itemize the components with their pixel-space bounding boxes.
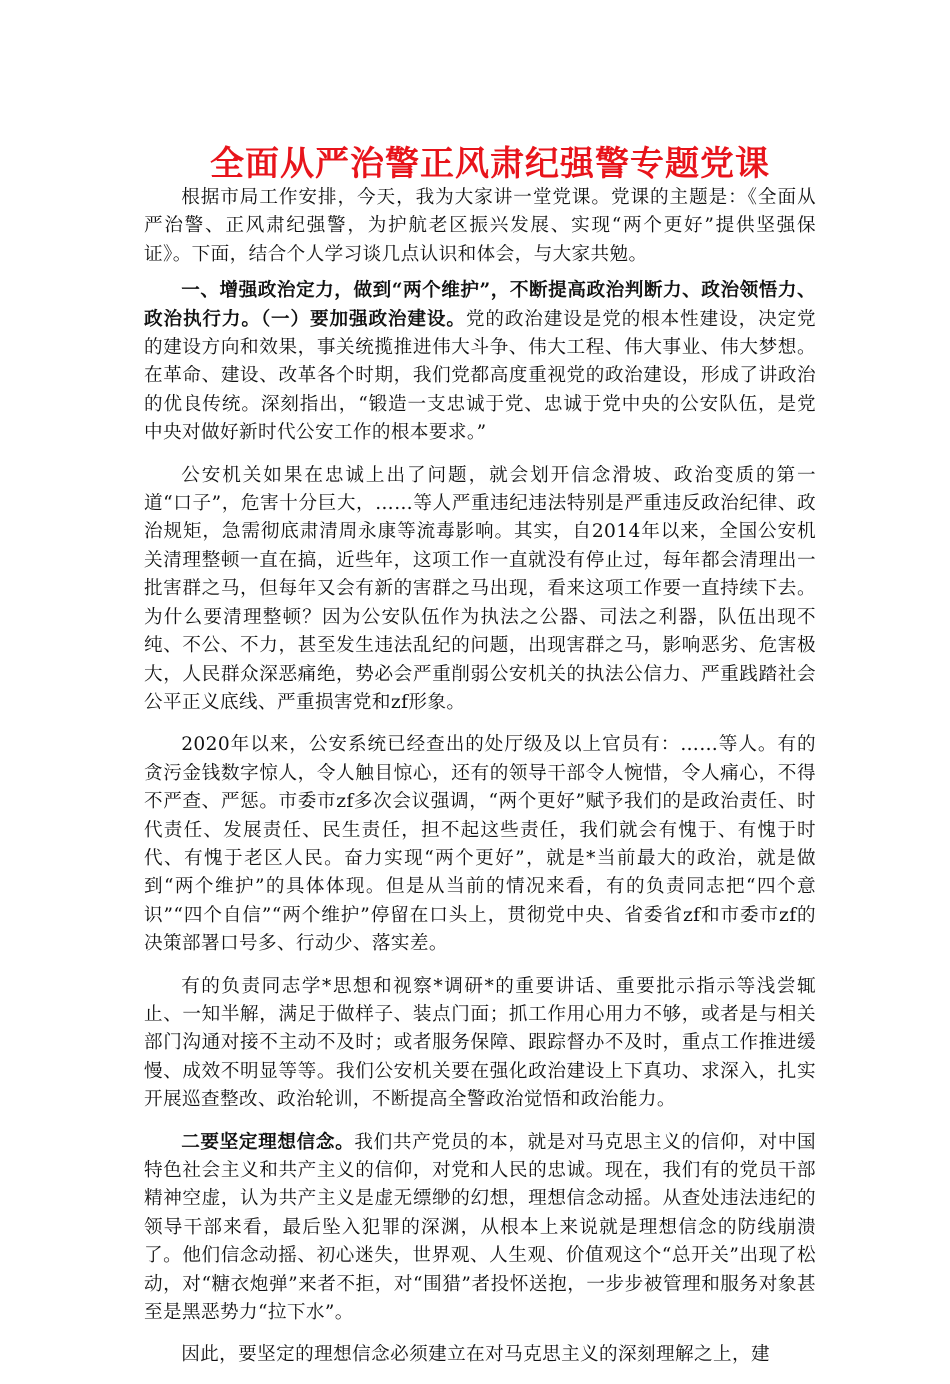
paragraph-text: 公安机关如果在忠诚上出了问题，就会划开信念滑坡、政治变质的第一道“口子”，危害十分巨大，……等人严重违纪违法特别是严重违反政治纪律、政治规矩，急需彻底肃清周永康等流毒影响。其实，自2014年以来，全国公安机关清理整顿一直在搞，近些年，这项工作一直就没有停止过，每年都会清理出一批害群之马，但每年又会有新的害群之马出现，看来这项工作要一直持续下去。为什么要清理整顿？因为公安队伍作为执法之公器、司法之利器，队伍出现不纯、不公、不力，甚至发生违法乱纪的问题，出现害群之马，影响恶劣、危害极大，人民群众深恶痛绝，势必会严重削弱公安机关的执法公信力、严重践踏社会公平正义底线、严重损害党和zf形象。: [144, 464, 816, 713]
section-heading: 二要坚定理想信念。: [181, 1131, 355, 1153]
paragraph: [144, 731, 816, 958]
paragraph: [144, 1341, 816, 1369]
paragraph: [144, 462, 816, 718]
paragraph-section-two: [144, 1129, 816, 1328]
paragraph-text: 根据市局工作安排，今天，我为大家讲一堂党课。党课的主题是：《全面从严治警、正风肃纪强警，为护航老区振兴发展、实现“两个更好”提供坚强保证》。下面，结合个人学习谈几点认识和体会，与大家共勉。: [144, 187, 816, 265]
paragraph-text: 党的政治建设是党的根本性建设，决定党的建设方向和效果，事关统揽推进伟大斗争、伟大工程、伟大事业、伟大梦想。在革命、建设、改革各个时期，我们党都高度重视党的政治建设，形成了讲政治的优良传统。深刻指出，“锻造一支忠诚于党、忠诚于党中央的公安队伍，是党中央对做好新时代公安工作的根本要求。”: [144, 308, 816, 444]
section-heading: 一、增强政治定力，做到“两个维护”，不断提高政治判断力、政治领悟力、政治执行力。（一）要加强政治建设。: [144, 280, 816, 330]
paragraph-text: 有的负责同志学*思想和视察*调研*的重要讲话、重要批示指示等浅尝辄止、一知半解，满足于做样子、装点门面；抓工作用心用力不够，或者是与相关部门沟通对接不主动不及时；或者服务保障、跟踪督办不及时，重点工作推进缓慢、成效不明显等等。我们公安机关要在强化政治建设上下真功、求深入，扎实开展巡查整改、政治轮训，不断提高全警政治觉悟和政治能力。: [144, 975, 816, 1111]
document-body: [144, 184, 816, 1384]
paragraph: [144, 973, 816, 1115]
paragraph-text: 因此，要坚定的理想信念必须建立在对马克思主义的深刻理解之上，建: [181, 1344, 770, 1366]
document-title: 全面从严治警正风肃纪强警专题党课: [210, 144, 770, 184]
paragraph-text: 2020年以来，公安系统已经查出的处厅级及以上官员有：……等人。有的贪污金钱数字惊人，令人触目惊心，还有的领导干部令人惋惜，令人痛心，不得不严查、严惩。市委市zf多次会议强调，“两个更好”赋予我们的是政治责任、时代责任、发展责任、民生责任，担不起这些责任，我们就会有愧于、有愧于时代、有愧于老区人民。奋力实现“两个更好”，就是*当前最大的政治，就是做到“两个维护”的具体体现。但是从当前的情况来看，有的负责同志把“四个意识”“四个自信”“两个维护”停留在口头上，贯彻党中央、省委省zf和市委市zf的决策部署口号多、行动少、落实差。: [144, 734, 816, 955]
paragraph-text: 我们共产党员的本，就是对马克思主义的信仰，对中国特色社会主义和共产主义的信仰，对党和人民的忠诚。现在，我们有的党员干部精神空虚，认为共产主义是虚无缥缈的幻想，理想信念动摇。从查处违法违纪的领导干部来看，最后坠入犯罪的深渊，从根本上来说就是理想信念的防线崩溃了。他们信念动摇、初心迷失，世界观、人生观、价值观这个“总开关”出现了松动，对“糖衣炮弹”来者不拒，对“围猎”者投怀送抱，一步步被管理和服务对象甚至是黑恶势力“拉下水”。: [144, 1131, 816, 1324]
paragraph-section-one: [144, 277, 816, 447]
paragraph-intro: [144, 184, 816, 269]
